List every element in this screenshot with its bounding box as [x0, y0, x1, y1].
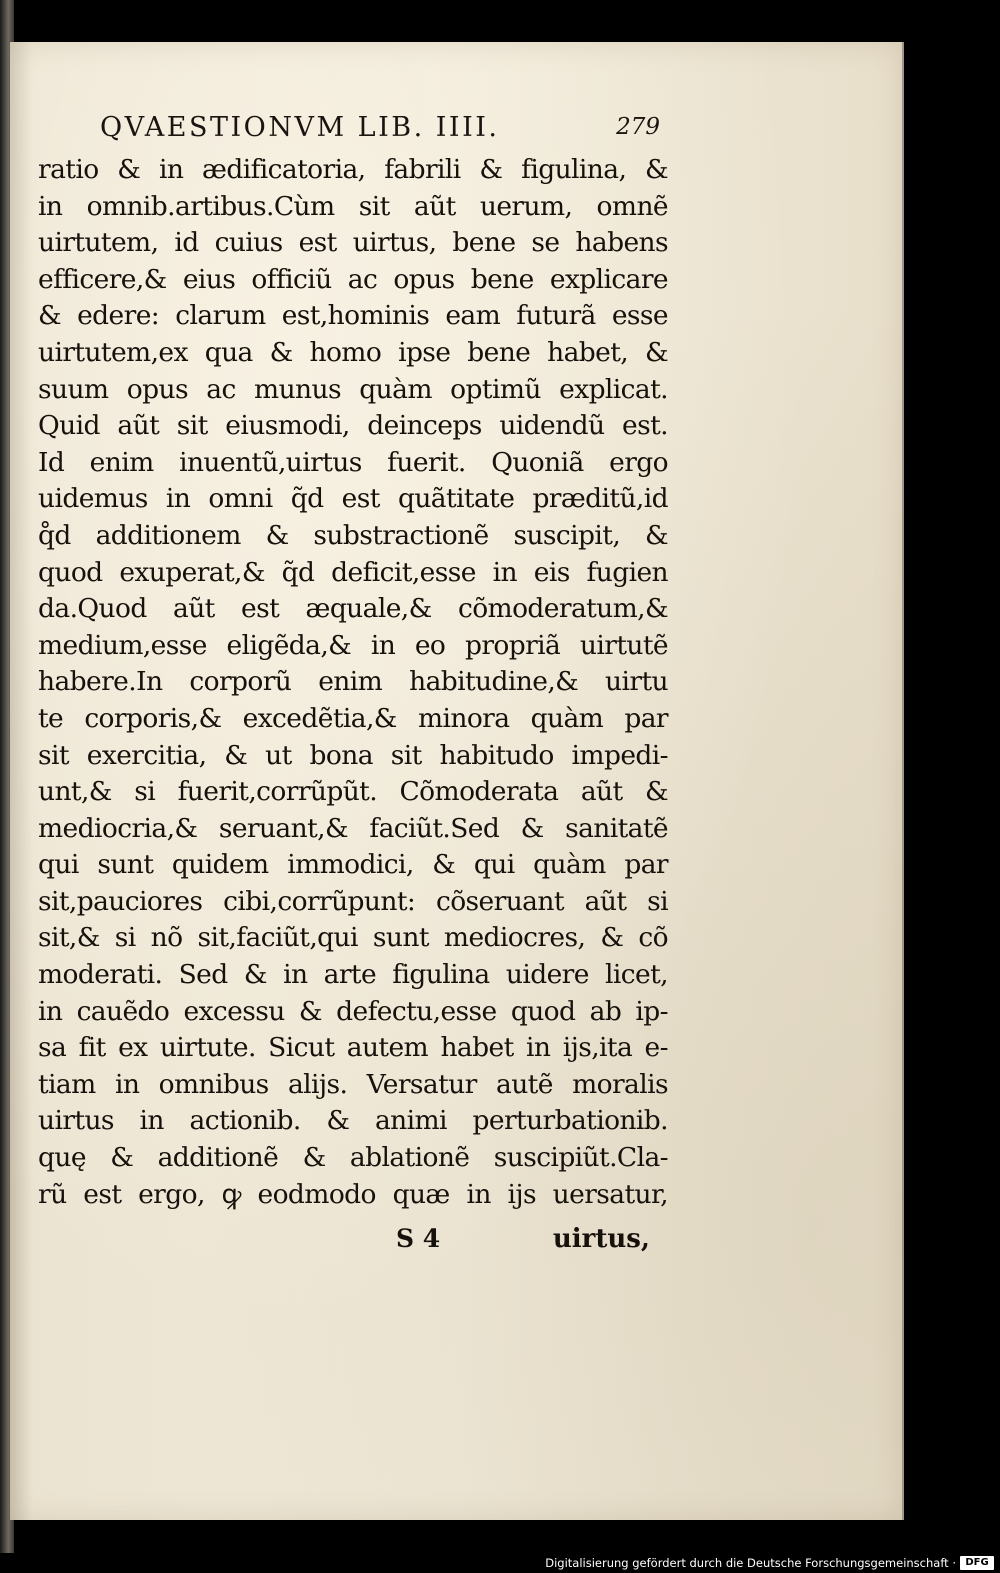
text-line: habere.In corporũ enim habitudine,& uirtu — [38, 666, 668, 698]
body-text — [38, 152, 668, 1213]
text-line: sit exercitia, & ut bona sit habitudo impedi- — [38, 739, 668, 771]
text-line: & edere: clarum est,hominis eam futurã esse — [38, 300, 668, 332]
text-line: rũ est ergo, ꝙ eodmodo quæ in ijs uersatur, — [38, 1178, 668, 1210]
text-line: medium,esse eligẽda,& in eo propriã uirtutẽ — [38, 629, 668, 661]
text-line: uirtutem,ex qua & homo ipse bene habet, & — [38, 336, 668, 368]
text-line: te corporis,& excedẽtia,& minora quàm par — [38, 702, 668, 734]
text-line: suum opus ac munus quàm optimũ explicat. — [38, 373, 668, 405]
text-line: moderati. Sed & in arte figulina uidere licet, — [38, 959, 668, 991]
text-line: sit,pauciores cibi,corrũpunt: cõseruant aũt si — [38, 885, 668, 917]
page-number: 279 — [616, 114, 660, 140]
text-line: sa fit ex uirtute. Sicut autem habet in ijs,ita e- — [38, 1032, 668, 1064]
text-line: uirtutem, id cuius est uirtus, bene se habens — [38, 227, 668, 259]
text-line: qui sunt quidem immodici, & qui quàm par — [38, 849, 668, 881]
catchword: uirtus, — [552, 1224, 650, 1254]
book-page — [10, 42, 904, 1520]
page-header — [100, 112, 660, 152]
credit-bar — [0, 1553, 1000, 1573]
text-line: uidemus in omni q̃d est quãtitate præditũ,id — [38, 483, 668, 515]
text-line: in cauẽdo excessu & defectu,esse quod ab ip- — [38, 995, 668, 1027]
text-line: quę & additionẽ & ablationẽ suscipiũt.Cla- — [38, 1142, 668, 1174]
text-line: mediocria,& seruant,& faciũt.Sed & sanitatẽ — [38, 812, 668, 844]
text-line: uirtus in actionib. & animi perturbationib. — [38, 1105, 668, 1137]
text-line: Quid aũt sit eiusmodi, deinceps uidendũ est. — [38, 410, 668, 442]
text-line: sit,& si nõ sit,faciũt,qui sunt mediocres, & cõ — [38, 922, 668, 954]
text-line: unt,& si fuerit,corrũpũt. Cõmoderata aũt & — [38, 776, 668, 808]
text-line: q̊d additionem & substractionẽ suscipit, & — [38, 519, 668, 551]
text-line: tiam in omnibus alijs. Versatur autẽ moralis — [38, 1068, 668, 1100]
text-line: ratio & in ædificatoria, fabrili & figulina, & — [38, 154, 668, 185]
running-head: QVAESTIONVM LIB. IIII. — [100, 112, 500, 143]
text-line: in omnib.artibus.Cùm sit aũt uerum, omnẽ — [38, 190, 668, 222]
text-line: Id enim inuentũ,uirtus fuerit. Quoniã ergo — [38, 446, 668, 478]
digitization-credit: Digitalisierung gefördert durch die Deutsche Forschungsgemeinschaft · — [545, 1556, 956, 1570]
text-line: quod exuperat,& q̃d deficit,esse in eis fugien — [38, 556, 668, 588]
text-line: efficere,& eius officiũ ac opus bene explicare — [38, 263, 668, 295]
page-footer — [38, 1224, 650, 1264]
signature-mark: S 4 — [396, 1224, 441, 1253]
text-line: da.Quod aũt est æquale,& cõmoderatum,& — [38, 593, 668, 625]
dfg-logo: DFG — [960, 1556, 994, 1570]
